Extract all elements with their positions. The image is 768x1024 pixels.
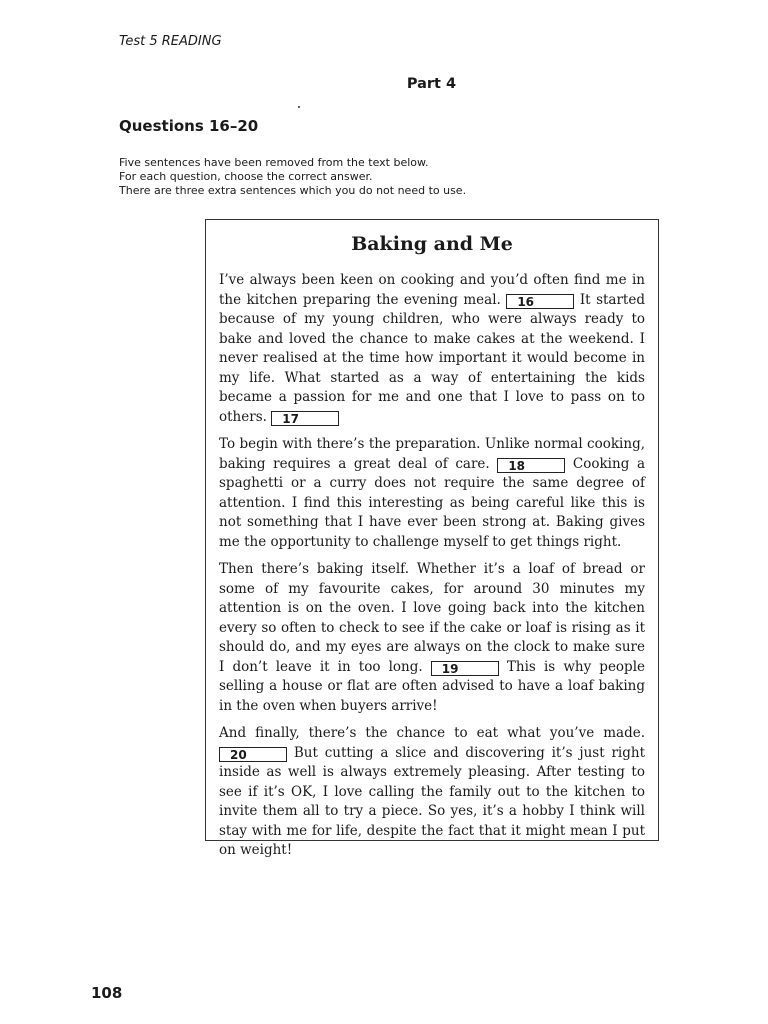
instruction-line: For each question, choose the correct answer. [119,170,373,183]
paragraph-text: And finally, there’s the chance to eat what you’ve made. [219,725,645,741]
running-header: Test 5 READING [119,34,222,49]
paragraph-text: But cutting a slice and discovering it’s just right inside as well is always extremely pleasing. After testing to see if it’s OK, I love calling the family out to the kitchen to invite them all to try a piece. So yes, it’s a hobby I think will stay with me for life, despite the fact that it might mean I put on weight! [219,744,645,858]
paragraph-text: This is why people selling a house or flat are often advised to have a loaf baking in the oven when buyers arrive! [219,658,646,714]
instruction-line: There are three extra sentences which you do not need to use. [119,184,467,197]
article-title: Baking and Me [351,233,513,255]
instruction-line: Five sentences have been removed from the text below. [119,156,429,169]
paragraph-text: Then there’s baking itself. Whether it’s a loaf of bread or some of my favourite cakes, for around 30 minutes my attention is on the oven. I love going back into the kitchen every so often to check to see if the cake or loaf is rising as it should do, and my eyes are always on the clock to make sure I don’t leave it in too long. [219,561,645,675]
paragraph-3 [219,560,645,716]
gap-18[interactable]: 18 [497,458,565,473]
reading-text-box [205,219,659,858]
paragraph-text: It started because of my young children, who were always ready to bake and loved the chance to make cakes at the weekend. I never realised at the time how important it would become in my life. What started as a way of entertaining the kids became a passion for me and one that I love to pass on to others. [219,291,645,425]
paragraph-1 [219,271,645,427]
paragraph-text: Cooking a spaghetti or a curry does not require the same degree of attention. I find this interesting as being careful like this is not something that I have ever been strong at. Baking gives me the opportunity to challenge myself to get things right. [219,455,645,550]
gap-17[interactable]: 17 [271,411,339,426]
paragraph-4 [219,724,645,861]
page-number: 108 [91,984,123,1002]
gap-16[interactable]: 16 [506,294,574,309]
paragraph-text: To begin with there’s the preparation. Unlike normal cooking, baking requires a great deal of care. [219,436,645,472]
stray-mark [298,106,300,108]
questions-title: Questions 16–20 [119,117,259,135]
paragraph-text: I’ve always been keen on cooking and you’d often find me in the kitchen preparing the evening meal. [219,272,645,308]
paragraph-2 [219,435,645,552]
gap-20[interactable]: 20 [219,747,287,762]
part-title: Part 4 [406,76,457,92]
gap-19[interactable]: 19 [431,661,499,676]
instructions [119,156,466,198]
